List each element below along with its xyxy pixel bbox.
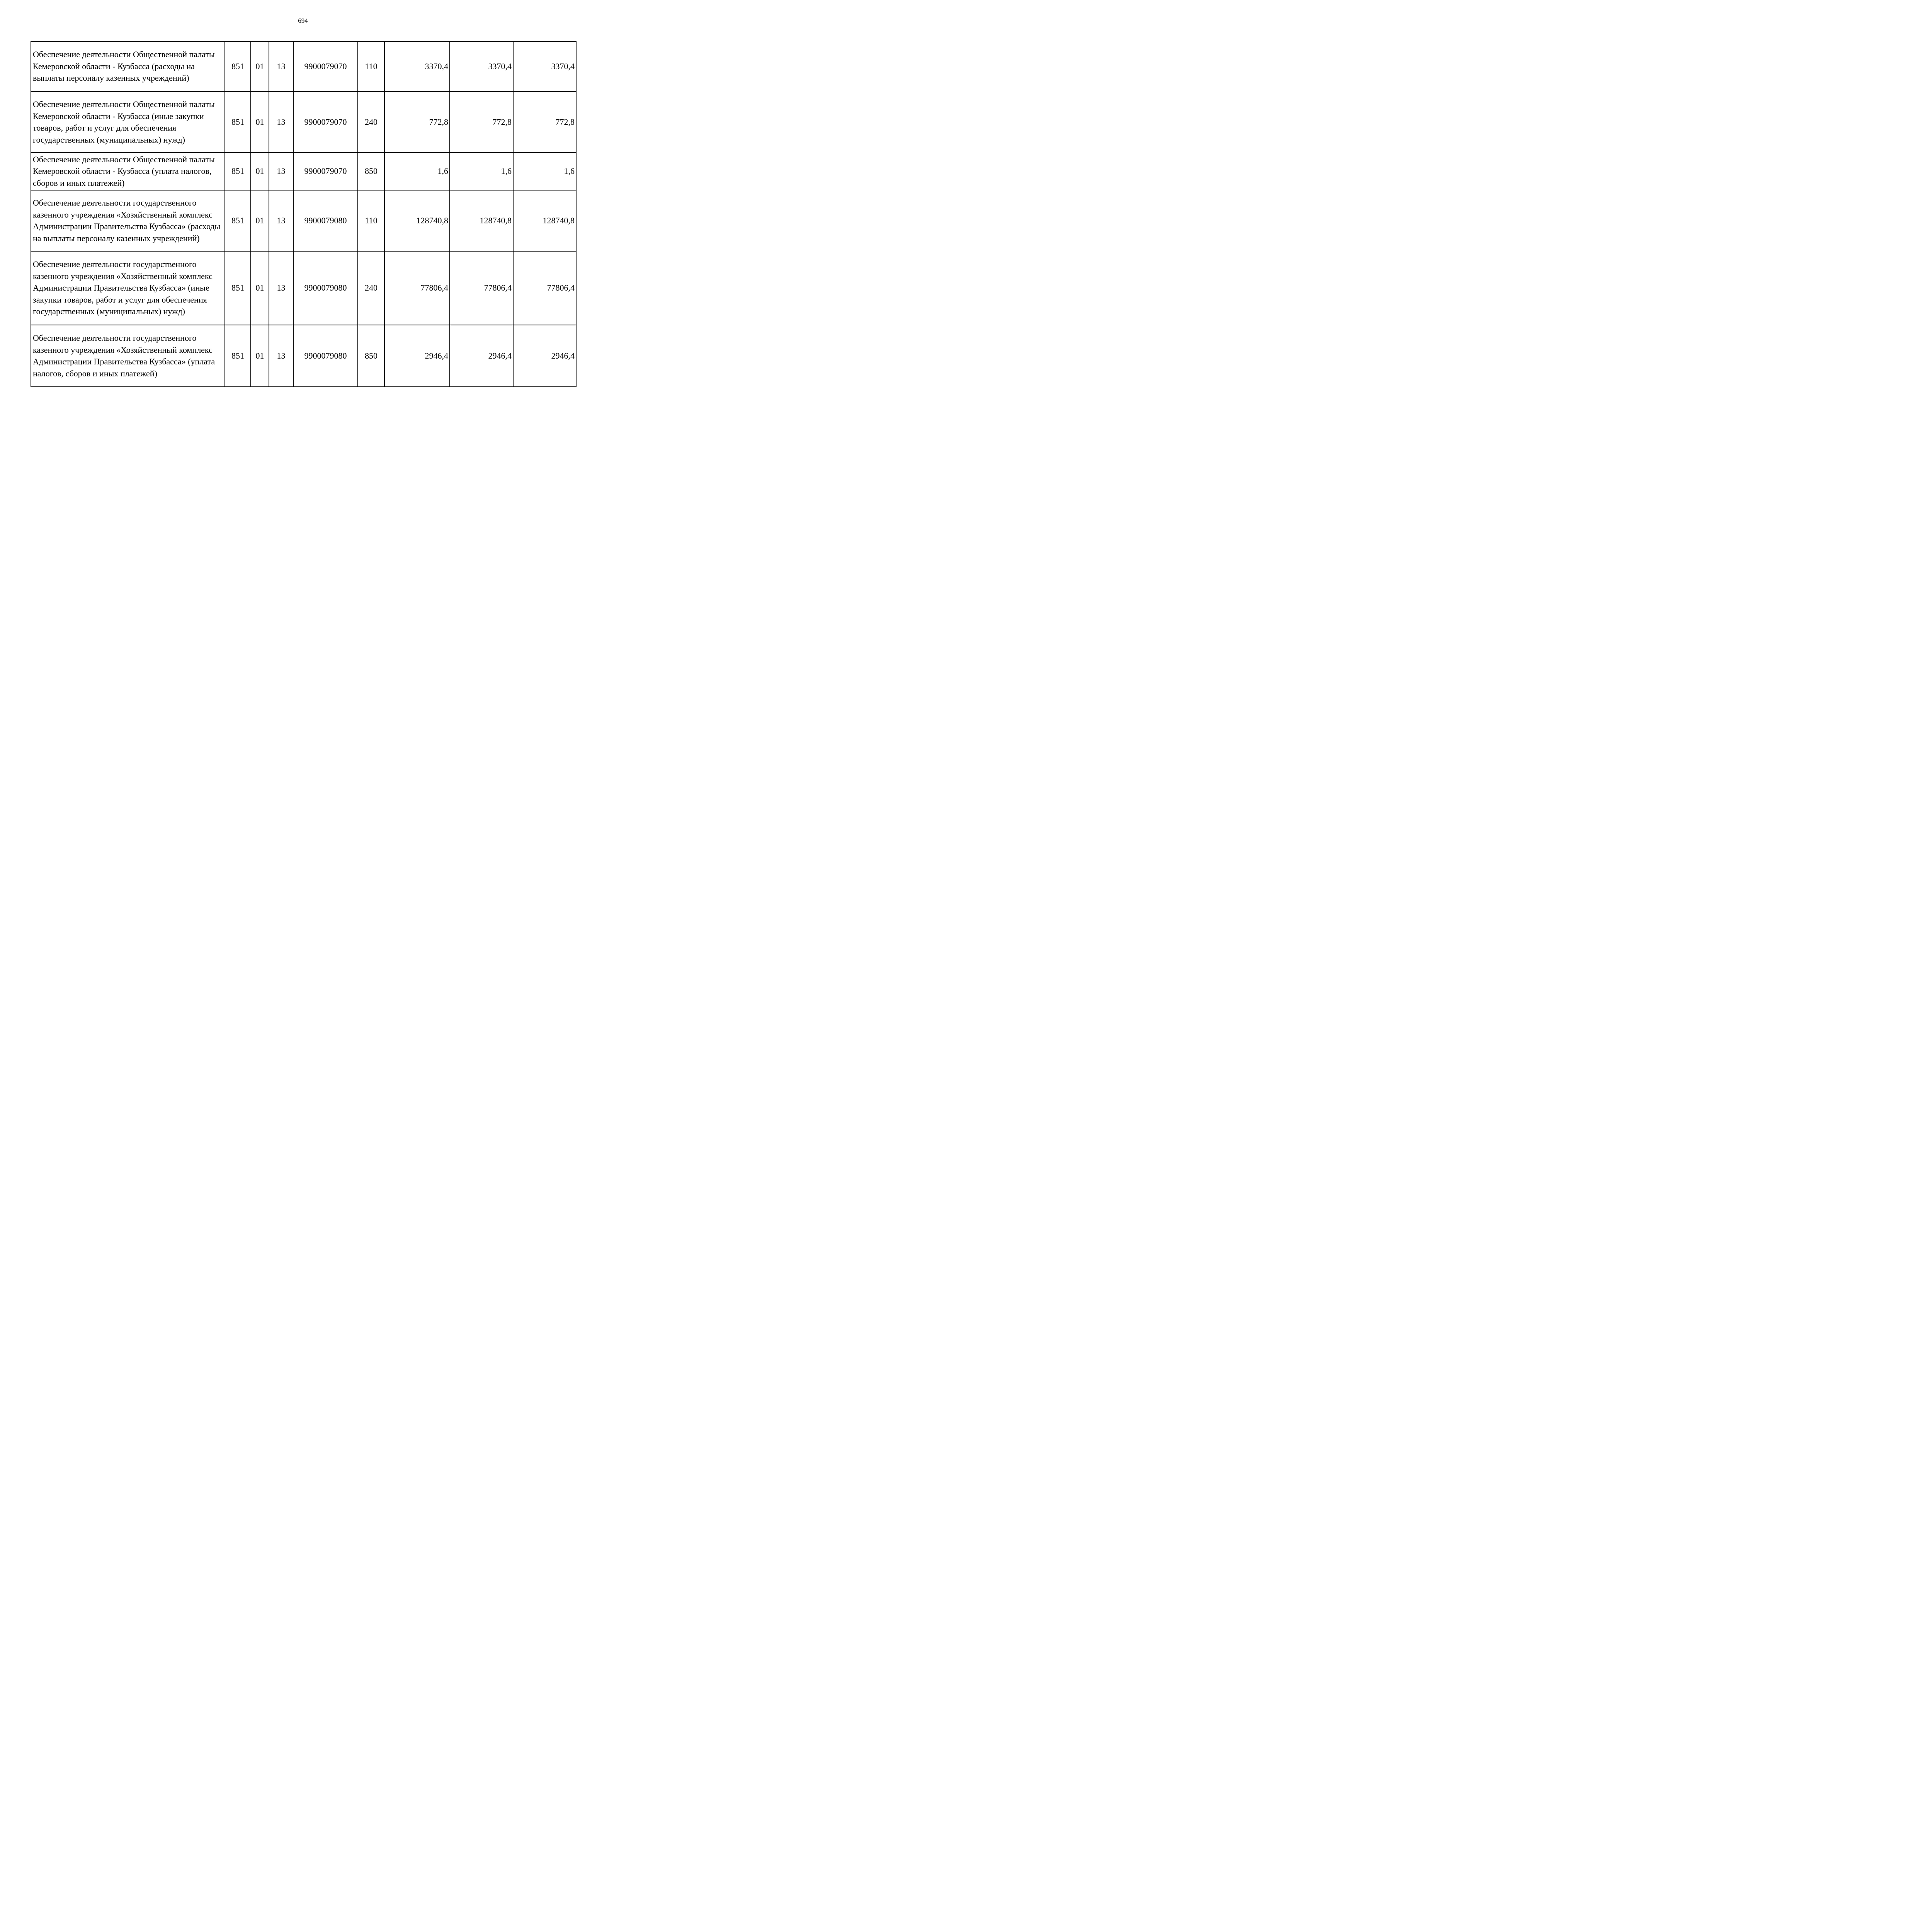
row-description: Обеспечение деятельности государственного казенного учреждения «Хозяйственный комплекс Администрации Правительства Кузбасса» (уплата налогов, сборов и иных платежей) [31,325,225,387]
subsection-code: 13 [269,41,293,92]
expense-type-code: 240 [358,251,384,325]
section-code: 01 [251,251,269,325]
amount-year-2: 772,8 [450,92,513,153]
expense-type-code: 850 [358,153,384,190]
amount-year-3: 128740,8 [513,190,576,251]
table-row [31,41,576,92]
table-row [31,325,576,387]
table-row [31,190,576,251]
ministry-code: 851 [225,325,251,387]
expense-type-code: 240 [358,92,384,153]
row-description: Обеспечение деятельности Общественной палаты Кемеровской области - Кузбасса (уплата налогов, сборов и иных платежей) [31,153,225,190]
table-row [31,92,576,153]
ministry-code: 851 [225,92,251,153]
amount-year-1: 3370,4 [384,41,450,92]
expense-type-code: 110 [358,41,384,92]
ministry-code: 851 [225,153,251,190]
section-code: 01 [251,153,269,190]
amount-year-1: 772,8 [384,92,450,153]
target-article-code: 9900079080 [293,325,358,387]
section-code: 01 [251,325,269,387]
amount-year-3: 77806,4 [513,251,576,325]
amount-year-2: 77806,4 [450,251,513,325]
target-article-code: 9900079070 [293,41,358,92]
amount-year-3: 1,6 [513,153,576,190]
ministry-code: 851 [225,190,251,251]
section-code: 01 [251,41,269,92]
ministry-code: 851 [225,41,251,92]
target-article-code: 9900079070 [293,92,358,153]
subsection-code: 13 [269,92,293,153]
subsection-code: 13 [269,190,293,251]
row-description: Обеспечение деятельности Общественной палаты Кемеровской области - Кузбасса (иные закупки товаров, работ и услуг для обеспечения государственных (муниципальных) нужд) [31,92,225,153]
amount-year-1: 1,6 [384,153,450,190]
expense-type-code: 850 [358,325,384,387]
target-article-code: 9900079080 [293,190,358,251]
subsection-code: 13 [269,325,293,387]
section-code: 01 [251,92,269,153]
target-article-code: 9900079080 [293,251,358,325]
amount-year-2: 3370,4 [450,41,513,92]
row-description: Обеспечение деятельности Общественной палаты Кемеровской области - Кузбасса (расходы на выплаты персоналу казенных учреждений) [31,41,225,92]
ministry-code: 851 [225,251,251,325]
amount-year-1: 128740,8 [384,190,450,251]
amount-year-3: 2946,4 [513,325,576,387]
section-code: 01 [251,190,269,251]
subsection-code: 13 [269,251,293,325]
table-row [31,251,576,325]
subsection-code: 13 [269,153,293,190]
budget-table [31,41,577,387]
row-description: Обеспечение деятельности государственного казенного учреждения «Хозяйственный комплекс Администрации Правительства Кузбасса» (расходы на выплаты персоналу казенных учреждений) [31,190,225,251]
row-description: Обеспечение деятельности государственного казенного учреждения «Хозяйственный комплекс Администрации Правительства Кузбасса» (иные закупки товаров, работ и услуг для обеспечения государственных (муниципальных) нужд) [31,251,225,325]
amount-year-2: 1,6 [450,153,513,190]
amount-year-2: 128740,8 [450,190,513,251]
amount-year-1: 2946,4 [384,325,450,387]
target-article-code: 9900079070 [293,153,358,190]
expense-type-code: 110 [358,190,384,251]
amount-year-2: 2946,4 [450,325,513,387]
amount-year-1: 77806,4 [384,251,450,325]
table-row [31,153,576,190]
amount-year-3: 772,8 [513,92,576,153]
amount-year-3: 3370,4 [513,41,576,92]
page-number: 694 [298,17,308,24]
